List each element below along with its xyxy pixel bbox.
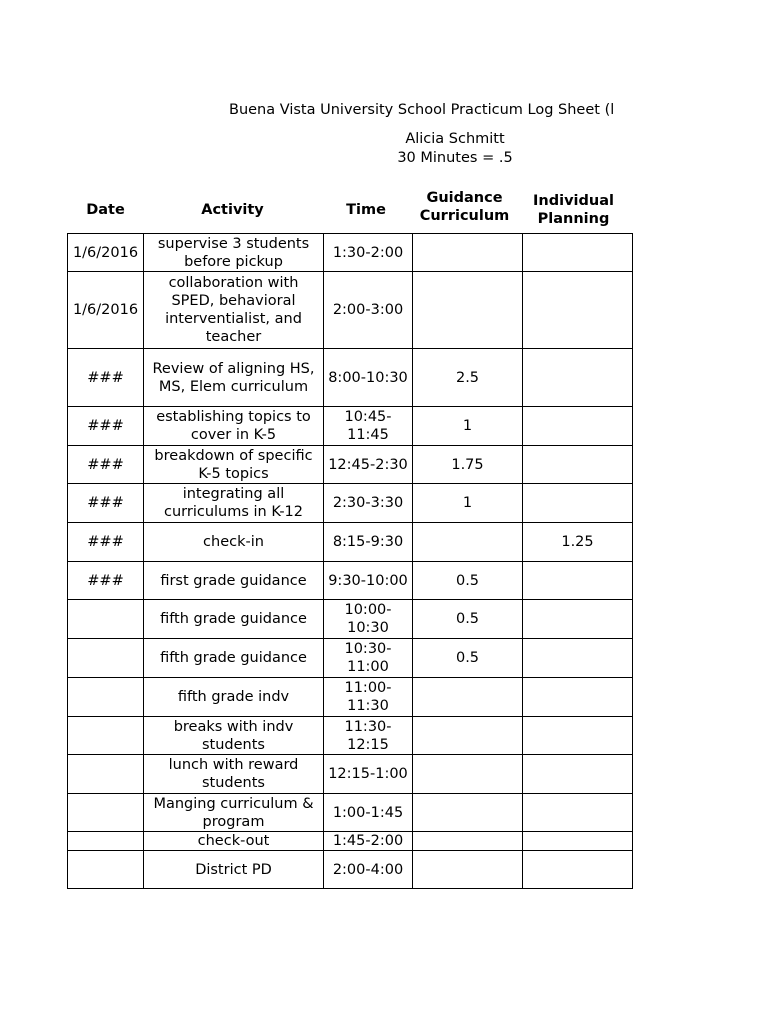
cell-date [68,755,144,794]
cell-individual [523,562,633,600]
cell-time: 10:45-11:45 [324,407,413,446]
table-row [68,272,633,349]
cell-time: 2:00-4:00 [324,851,413,889]
cell-date: ### [68,523,144,562]
cell-guidance [413,678,523,717]
table-row [68,851,633,889]
cell-individual [523,755,633,794]
table-row [68,407,633,446]
practicum-log-table [67,233,633,889]
cell-activity: lunch with reward students [144,755,324,794]
column-header-time: Time [346,202,386,218]
cell-individual [523,446,633,484]
cell-guidance: 0.5 [413,562,523,600]
student-name: Alicia Schmitt [405,131,505,147]
cell-individual [523,851,633,889]
table-row [68,639,633,678]
cell-guidance: 1.75 [413,446,523,484]
table-row [68,717,633,755]
cell-guidance: 1 [413,407,523,446]
cell-activity: first grade guidance [144,562,324,600]
cell-time: 9:30-10:00 [324,562,413,600]
column-header-individual: Individual Planning [533,193,614,227]
cell-activity: check-in [144,523,324,562]
table-row [68,446,633,484]
time-conversion-note: 30 Minutes = .5 [397,150,513,166]
cell-time: 10:30-11:00 [324,639,413,678]
cell-date: 1/6/2016 [68,234,144,272]
cell-guidance: 2.5 [413,349,523,407]
cell-activity: integrating all curriculums in K-12 [144,484,324,523]
table-row [68,794,633,832]
cell-individual [523,717,633,755]
cell-time: 11:00-11:30 [324,678,413,717]
cell-date: 1/6/2016 [68,272,144,349]
cell-guidance [413,832,523,851]
cell-guidance [413,272,523,349]
cell-time: 11:30-12:15 [324,717,413,755]
table-row [68,484,633,523]
cell-time: 10:00-10:30 [324,600,413,639]
table-row [68,349,633,407]
cell-time: 2:30-3:30 [324,484,413,523]
cell-individual [523,349,633,407]
cell-guidance [413,523,523,562]
cell-time: 1:00-1:45 [324,794,413,832]
cell-individual [523,484,633,523]
cell-activity: Manging curriculum & program [144,794,324,832]
cell-guidance: 0.5 [413,600,523,639]
cell-individual [523,832,633,851]
cell-individual [523,794,633,832]
cell-date [68,600,144,639]
table-row [68,562,633,600]
column-header-date: Date [86,202,125,218]
cell-guidance: 1 [413,484,523,523]
cell-activity: collaboration with SPED, behavioral interventialist, and teacher [144,272,324,349]
cell-date [68,794,144,832]
cell-date: ### [68,484,144,523]
cell-time: 1:45-2:00 [324,832,413,851]
table-row [68,523,633,562]
log-table-body [68,234,633,889]
cell-activity: breakdown of specific K-5 topics [144,446,324,484]
table-row [68,600,633,639]
column-header-guidance: Guidance Curriculum [419,190,510,224]
cell-individual [523,600,633,639]
cell-time: 12:15-1:00 [324,755,413,794]
cell-time: 2:00-3:00 [324,272,413,349]
cell-individual [523,639,633,678]
cell-time: 8:15-9:30 [324,523,413,562]
table-row [68,678,633,717]
cell-activity: establishing topics to cover in K-5 [144,407,324,446]
cell-activity: District PD [144,851,324,889]
cell-time: 1:30-2:00 [324,234,413,272]
cell-activity: check-out [144,832,324,851]
cell-activity: supervise 3 students before pickup [144,234,324,272]
cell-date [68,717,144,755]
cell-individual [523,272,633,349]
cell-individual [523,678,633,717]
cell-date: ### [68,446,144,484]
cell-guidance [413,851,523,889]
cell-date: ### [68,349,144,407]
cell-guidance [413,794,523,832]
cell-date [68,851,144,889]
cell-date [68,678,144,717]
cell-guidance [413,755,523,794]
column-header-activity: Activity [201,202,264,218]
cell-date [68,832,144,851]
cell-individual [523,407,633,446]
table-row [68,755,633,794]
cell-time: 12:45-2:30 [324,446,413,484]
cell-activity: breaks with indv students [144,717,324,755]
cell-activity: Review of aligning HS, MS, Elem curriculum [144,349,324,407]
cell-activity: fifth grade indv [144,678,324,717]
cell-date: ### [68,407,144,446]
table-row [68,832,633,851]
cell-individual: 1.25 [523,523,633,562]
cell-date: ### [68,562,144,600]
cell-activity: fifth grade guidance [144,600,324,639]
cell-guidance: 0.5 [413,639,523,678]
cell-individual [523,234,633,272]
cell-activity: fifth grade guidance [144,639,324,678]
cell-guidance [413,234,523,272]
table-row [68,234,633,272]
sheet-title: Buena Vista University School Practicum Log Sheet (l [229,102,615,118]
cell-guidance [413,717,523,755]
cell-date [68,639,144,678]
cell-time: 8:00-10:30 [324,349,413,407]
